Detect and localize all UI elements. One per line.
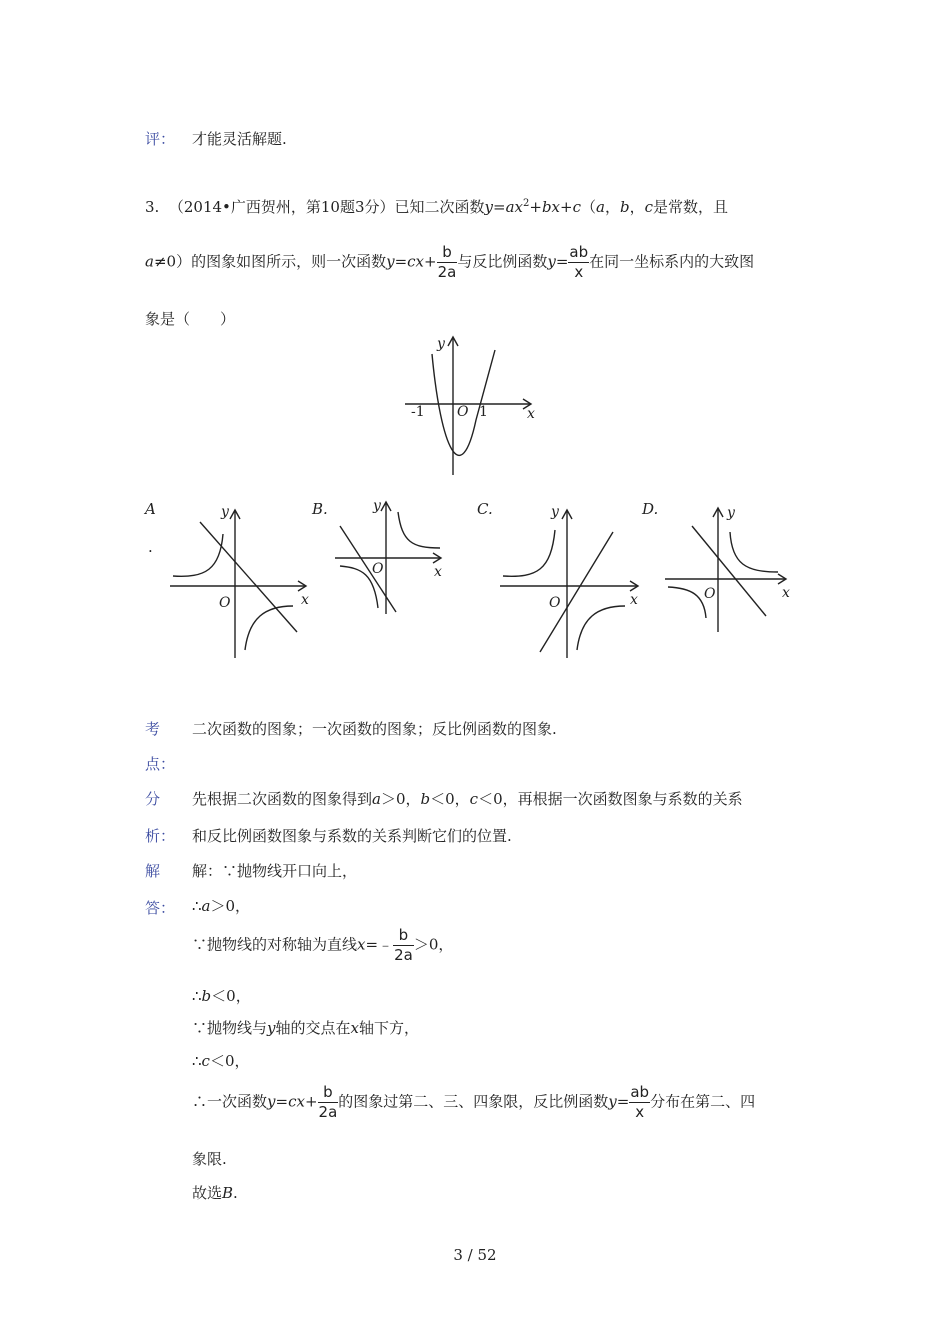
kaodian-text: 二次函数的图象；一次函数的图象；反比例函数的图象. [192, 720, 557, 738]
tick-label-1: 1 [479, 404, 488, 420]
option-b-label[interactable]: B. [312, 500, 328, 518]
origin-label: O [704, 586, 716, 602]
x-axis-label: x [527, 406, 535, 422]
eq-sign: =﹣ [365, 935, 394, 954]
jieda-step-2 [192, 895, 250, 916]
fraction-b-over-2a [393, 928, 414, 963]
jieda-step-3 [192, 928, 453, 963]
step-text: 分布在第二、四 [650, 1092, 756, 1111]
var-b: b [420, 790, 431, 808]
fenxi-text: 先根据二次函数的图象得到 [192, 790, 373, 808]
jieda-step-5 [192, 1017, 419, 1038]
var-y: y [608, 1092, 617, 1111]
var-a: a [145, 252, 154, 271]
kaodian-label-1: 考 [145, 720, 161, 738]
var-x: x [357, 935, 366, 954]
step-text: ＞0， [210, 897, 251, 915]
numerator: ab [630, 1083, 650, 1101]
denominator: x [568, 262, 589, 280]
option-c-label[interactable]: C. [477, 500, 493, 518]
var-y: y [267, 1092, 276, 1111]
comment-text: 才能灵活解题. [192, 130, 287, 148]
therefore-symbol: ∴ [192, 987, 202, 1005]
option-a-graph[interactable] [165, 500, 315, 662]
var-c: c [572, 198, 581, 216]
line-graph [340, 526, 396, 612]
step-text: 轴下方， [358, 1019, 419, 1037]
parabola-curve [432, 350, 495, 455]
step-text: . [233, 1184, 238, 1202]
x-axis-label: x [782, 585, 790, 601]
origin-label: O [549, 595, 561, 611]
sep: ， [629, 198, 645, 216]
jieda-label-2: 答： [145, 899, 176, 917]
step-text: ∵抛物线的对称轴为直线 [192, 935, 358, 954]
line-graph [200, 522, 297, 632]
step-text: ＜0， [209, 1052, 250, 1070]
option-a-label[interactable]: A [145, 500, 156, 518]
denominator: 2a [394, 946, 413, 964]
eq-sign: = [555, 252, 569, 271]
var-x: x [350, 1019, 359, 1037]
fenxi-text: ＞0， [380, 790, 421, 808]
therefore-symbol: ∴ [192, 897, 202, 915]
y-axis-label: y [551, 504, 559, 520]
therefore-symbol: ∴ [192, 1052, 202, 1070]
numerator: b [442, 243, 452, 261]
y-axis-label: y [437, 336, 445, 352]
denominator: 2a [318, 1103, 338, 1121]
hyperbola-branch-lower [245, 606, 293, 650]
option-b-graph[interactable] [330, 490, 455, 620]
tick-label-neg1: -1 [411, 404, 425, 420]
answer-letter: B [222, 1184, 234, 1202]
hyperbola-branch-upper [503, 530, 555, 576]
question-line-1 [145, 196, 728, 217]
var-a: a [201, 897, 211, 915]
origin-label: O [372, 561, 384, 577]
page-number: 3 / 52 [453, 1246, 497, 1264]
plus-sign: + [560, 198, 573, 216]
numerator: ab [569, 243, 589, 261]
option-d-graph[interactable] [660, 496, 800, 636]
hyperbola-branch-upper [398, 512, 440, 548]
step-text: ∴一次函数 [192, 1092, 268, 1111]
fraction-ab-over-x [629, 1085, 650, 1120]
question-text: ≠0）的图象如图所示，则一次函数 [153, 252, 387, 271]
jieda-step-9 [192, 1182, 238, 1203]
question-text: 在同一坐标系内的大致图 [589, 252, 755, 271]
x-axis-label: x [630, 592, 638, 608]
question-tail: 是常数，且 [653, 198, 729, 216]
fenxi-text: ＜0， [430, 790, 470, 808]
fenxi-line-1 [192, 788, 743, 809]
x-axis-label: x [301, 592, 309, 608]
hyperbola-branch-upper [730, 532, 778, 572]
plus-sign: + [529, 198, 542, 216]
fenxi-line-2: 和反比例函数图象与系数的关系判断它们的位置. [192, 827, 512, 845]
jieda-step-6 [192, 1050, 250, 1071]
question-source: （2014•广西贺州，第10题3分）已知二次函数 [168, 198, 485, 216]
question-number: 3. [145, 198, 160, 216]
var-ax: ax [505, 198, 523, 216]
comment-label: 评： [145, 130, 176, 148]
origin-label: O [219, 595, 231, 611]
var-b: b [619, 198, 630, 216]
denominator: 2a [437, 263, 457, 281]
question-text: 与反比例函数 [457, 252, 548, 271]
step-text: 故选 [192, 1184, 223, 1202]
step-text: ∵抛物线与 [192, 1019, 268, 1037]
var-cx: cx [288, 1092, 305, 1111]
step-text: ＜0， [211, 987, 251, 1005]
option-a-dot: . [148, 538, 153, 556]
fenxi-label-2: 析： [145, 827, 176, 845]
question-line-2 [145, 245, 754, 280]
fraction-b-over-2a [437, 245, 458, 280]
sep: ， [604, 198, 620, 216]
var-y: y [484, 198, 493, 216]
x-axis-label: x [434, 564, 442, 580]
kaodian-label-2: 点： [145, 755, 176, 773]
eq-sign: = [493, 198, 506, 216]
fraction-ab-over-x [568, 245, 589, 280]
var-b: b [201, 987, 212, 1005]
var-c: c [469, 790, 479, 808]
question-line-3: 象是（ ） [145, 310, 236, 328]
parabola-figure [405, 330, 555, 480]
option-c-graph[interactable] [495, 500, 645, 662]
jieda-step-8: 象限. [192, 1150, 227, 1168]
var-y: y [547, 252, 556, 271]
var-bx: bx [541, 198, 560, 216]
y-axis-label: y [727, 505, 735, 521]
jieda-step-1: 解：∵抛物线开口向上， [192, 862, 358, 880]
denominator: x [629, 1102, 650, 1120]
step-text: ＞0， [413, 935, 454, 954]
option-d-label[interactable]: D. [642, 500, 659, 518]
fenxi-text: ＜0，再根据一次函数图象与系数的关系 [478, 790, 743, 808]
numerator: b [398, 926, 409, 944]
jieda-label-1: 解 [145, 862, 161, 880]
var-a: a [596, 198, 605, 216]
var-cx: cx [407, 252, 425, 271]
plus-sign: + [304, 1092, 318, 1111]
line-graph [692, 526, 766, 616]
fraction-b-over-2a [318, 1085, 339, 1120]
origin-label: O [457, 404, 469, 420]
eq-sign: = [275, 1092, 289, 1111]
var-c: c [644, 198, 653, 216]
eq-sign: = [394, 252, 408, 271]
var-a: a [372, 790, 381, 808]
plus-sign: + [424, 252, 437, 271]
y-axis-label: y [221, 504, 229, 520]
var-c: c [201, 1052, 210, 1070]
hyperbola-branch-lower [668, 587, 706, 618]
var-y: y [386, 252, 395, 271]
fenxi-label-1: 分 [145, 790, 161, 808]
y-axis-label: y [373, 498, 381, 514]
jieda-step-4 [192, 985, 251, 1006]
numerator: b [323, 1083, 333, 1101]
step-text: 轴的交点在 [275, 1019, 351, 1037]
exponent: 2 [522, 198, 530, 209]
eq-sign: = [616, 1092, 630, 1111]
jieda-step-7 [192, 1085, 755, 1120]
var-y: y [267, 1019, 276, 1037]
hyperbola-branch-lower [577, 606, 625, 650]
paren: （ [580, 198, 596, 216]
step-text: 的图象过第二、三、四象限，反比例函数 [338, 1092, 609, 1111]
